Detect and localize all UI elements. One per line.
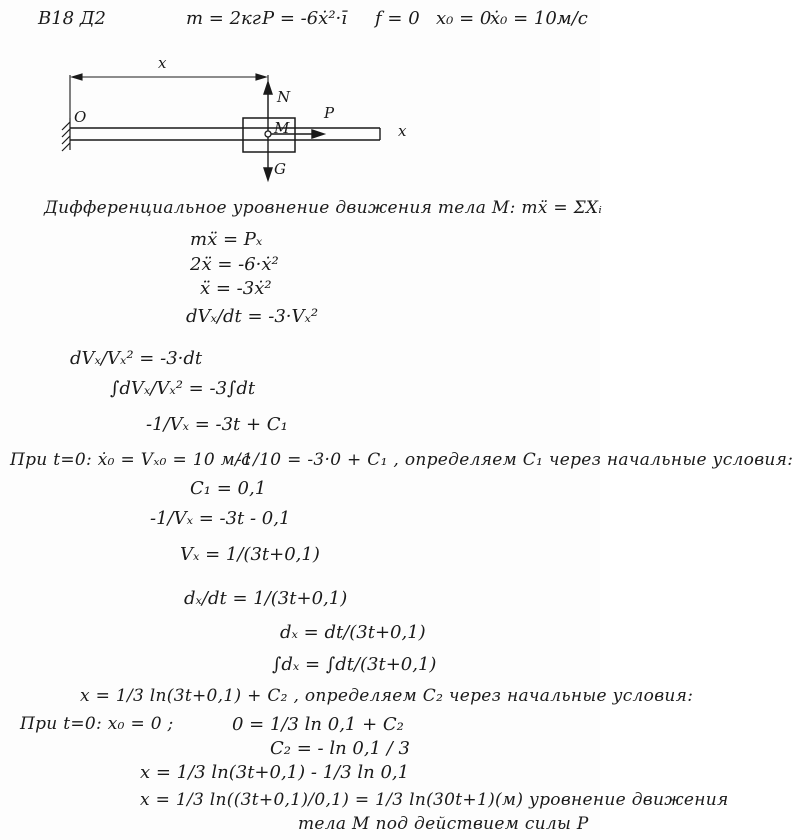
equation-line: dₓ/dt = 1/(3t+0,1) — [184, 588, 348, 609]
guide-rod — [70, 128, 380, 140]
motion-equation: x = 1/3 ln((3t+0,1)/0,1) = 1/3 ln(30t+1)(м) уровнение движения — [140, 790, 729, 810]
v0-given: ẋ₀ = 10м/с — [490, 8, 588, 29]
initial-condition-2: При t=0: x₀ = 0 ; — [20, 714, 174, 734]
equation-line: -1/Vₓ = -3t + C₁ — [146, 414, 288, 435]
friction-given: f = 0 — [375, 8, 420, 29]
motion-equation-caption: тела M под действием силы P — [298, 814, 589, 834]
wall-hatch — [62, 118, 70, 151]
equation-line: dVₓ/Vₓ² = -3·dt — [70, 348, 203, 369]
gravity-label: G — [274, 160, 286, 178]
initial-condition-1: При t=0: ẋ₀ = Vₓ₀ = 10 м/с — [10, 450, 251, 470]
diff-equation-title: Дифференциальное уровнение движения тела M: mẍ = ΣXᵢ — [44, 198, 603, 218]
equation-line: C₂ = - ln 0,1 / 3 — [270, 738, 410, 759]
x0-given: x₀ = 0 — [436, 8, 492, 29]
x-dimension-label: x — [158, 54, 167, 72]
equation-line: Vₓ = 1/(3t+0,1) — [180, 544, 320, 565]
initial-condition-2-eq: 0 = 1/3 ln 0,1 + C₂ — [232, 714, 404, 735]
variant-label: В18 Д2 — [38, 8, 106, 29]
equation-line: C₁ = 0,1 — [190, 478, 267, 499]
axis-x-label: x — [398, 122, 407, 140]
equation-line: x = 1/3 ln(3t+0,1) - 1/3 ln 0,1 — [140, 762, 410, 783]
equation-line: x = 1/3 ln(3t+0,1) + C₂ , определяем C₂ через начальные условия: — [80, 686, 694, 706]
x-dimension — [70, 74, 268, 118]
equation-line: ẍ = -3ẋ² — [200, 278, 272, 299]
equation-line: ∫dₓ = ∫dt/(3t+0,1) — [272, 654, 437, 675]
initial-condition-1-eq: -1/10 = -3·0 + C₁ , определяем C₁ через начальные условия: — [236, 450, 793, 470]
force-given: P = -6ẋ²·ī — [262, 8, 348, 29]
equation-line: mẍ = Pₓ — [190, 229, 263, 250]
mass-given: m = 2кг — [186, 8, 261, 29]
body-m-center — [265, 131, 271, 137]
mechanics-diagram — [0, 0, 600, 190]
equation-line: dₓ = dt/(3t+0,1) — [280, 622, 426, 643]
equation-line: dVₓ/dt = -3·Vₓ² — [186, 306, 319, 327]
force-label: P — [324, 104, 335, 122]
equation-line: -1/Vₓ = -3t - 0,1 — [150, 508, 291, 529]
normal-force-arrow — [264, 82, 272, 131]
body-label: M — [274, 119, 290, 137]
equation-line: 2ẍ = -6·ẋ² — [190, 254, 279, 275]
gravity-arrow — [264, 137, 272, 180]
equation-line: ∫dVₓ/Vₓ² = -3∫dt — [110, 378, 256, 399]
normal-label: N — [277, 88, 291, 106]
origin-label: O — [74, 108, 87, 126]
